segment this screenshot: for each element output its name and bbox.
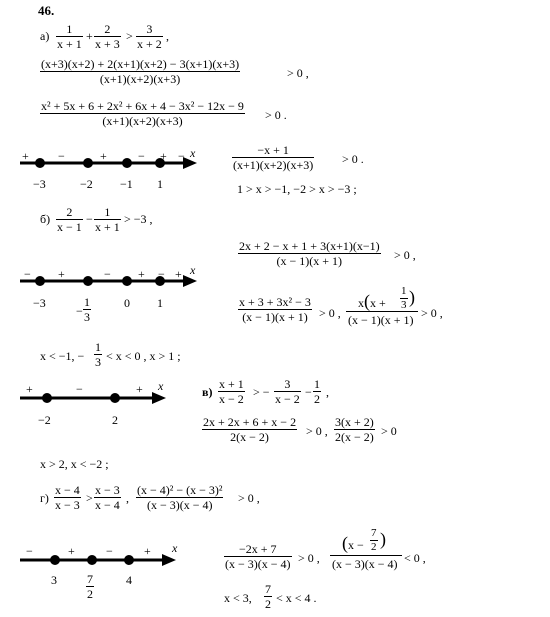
part-g-step-2-num: (x − [342,533,364,553]
line-v-sign: + [136,382,143,396]
part-g-frac-3: (x − 4)² − (x − 3)² (x − 3)(x − 4) [137,483,223,512]
line-g-point-frac: 7 2 [87,572,93,601]
problem-number: 46. [38,3,55,18]
line-b-sign: − [104,267,111,281]
part-g-step-2-inner-frac: 7 2 [371,527,377,553]
line-a-sign: − [138,149,145,163]
line-b-sign: − [24,267,31,281]
line-a-point: −1 [120,177,133,191]
part-g-answer-pre: x < 3, [224,591,252,605]
line-a-sign: + [22,149,29,163]
line-v-point: 2 [112,413,118,427]
line-a-sign: − [178,149,185,163]
line-a-sign: + [160,149,167,163]
line-v-sign: + [26,382,33,396]
part-a-frac-2: 2 x + 3 [95,22,120,51]
line-a-sign: + [100,149,107,163]
line-a-point: −2 [80,177,93,191]
part-b-step-2b-inner-frac: 1 3 [401,285,407,311]
line-a-axis-label: x [190,146,196,160]
line-v-sign: − [76,382,83,396]
part-g-step-1: −2x + 7 (x − 3)(x − 4) [225,542,291,571]
line-g-sign: + [68,544,75,558]
line-a-point: −3 [33,177,46,191]
line-b-point: 1 [157,296,163,310]
part-g-frac-1: x − 4 x − 3 [55,483,80,512]
part-b-label: б) [40,212,51,226]
line-b-point: 0 [124,296,130,310]
line-b-point-frac: 1 3 [84,295,90,324]
part-v-frac-1: x + 1 x − 2 [219,377,244,406]
part-g-label: г) [40,491,49,505]
part-b-step-2b-den: (x − 1)(x + 1) [348,313,414,327]
part-b-step-2b-bar [346,311,418,312]
line-a-point: 1 [157,177,163,191]
part-a-step-3: −x + 1 (x+1)(x+2)(x+3) [233,143,314,172]
part-v-step-2: 3(x + 2) 2(x − 2) [335,415,374,444]
part-b-answer-pre: x < −1, − [40,349,85,363]
part-b-frac-1: 2 x − 1 [57,205,82,234]
line-g-sign: − [26,544,33,558]
part-v-step-1: 2x + 2x + 6 + x − 2 2(x − 2) [203,415,297,444]
part-v-answer: x > 2, x < −2 ; [40,457,109,471]
part-b-step-2a: x + 3 + 3x² − 3 (x − 1)(x + 1) [239,295,311,324]
number-line-v [20,392,166,404]
line-b-point: −3 [33,296,46,310]
line-v-axis-label: x [158,379,164,393]
line-g-point: 4 [126,573,132,587]
line-g-point: 3 [51,573,57,587]
part-g-answer-post: < x < 4 . [276,591,317,605]
part-g-step-2-bar [330,555,402,556]
part-g-step-2-den: (x − 3)(x − 4) [332,557,398,571]
line-b-sign: + [58,267,65,281]
part-a-step-2: x² + 5x + 6 + 2x² + 6x + 4 − 3x² − 12x − 9 (x+1)(x+2)(x+3) [41,99,244,128]
number-line-a [20,157,197,169]
part-v-label: в) [202,385,213,399]
part-v-frac-2: 3 x − 2 [275,377,300,406]
part-a-frac-1: 1 x + 1 [57,22,82,51]
line-v-point: −2 [38,413,51,427]
line-b-sign: + [138,267,145,281]
part-b-step-1: 2x + 2 − x + 1 + 3(x+1)(x−1) (x − 1)(x + 1) [239,239,380,268]
line-b-sign: − [158,267,165,281]
part-b-answer-post: < x < 0 , x > 1 ; [106,349,181,363]
line-a-sign: − [58,149,65,163]
part-g-frac-2: x − 3 x − 4 [95,483,120,512]
part-a-step-1: (x+3)(x+2) + 2(x+1)(x+2) − 3(x+1)(x+3) (x+1)(x+2)(x+3) [41,57,240,86]
line-b-sign: + [175,267,182,281]
part-b-frac-2: 1 x + 1 [95,205,120,234]
part-a-frac-3: 3 x + 2 [137,22,162,51]
line-g-sign: + [144,544,151,558]
part-b-answer-frac: 1 3 [95,340,101,369]
part-v-frac-3: 1 2 [314,377,320,406]
part-g-answer-frac: 7 2 [265,582,271,611]
number-line-g [20,554,176,566]
part-b-step-2b-num: x(x + [358,291,386,311]
part-a-answer: 1 > x > −1, −2 > x > −3 ; [237,182,357,196]
line-g-sign: − [106,544,113,558]
line-g-axis-label: x [172,541,178,555]
part-a-label: а) [40,29,50,43]
line-b-axis-label: x [190,263,196,277]
